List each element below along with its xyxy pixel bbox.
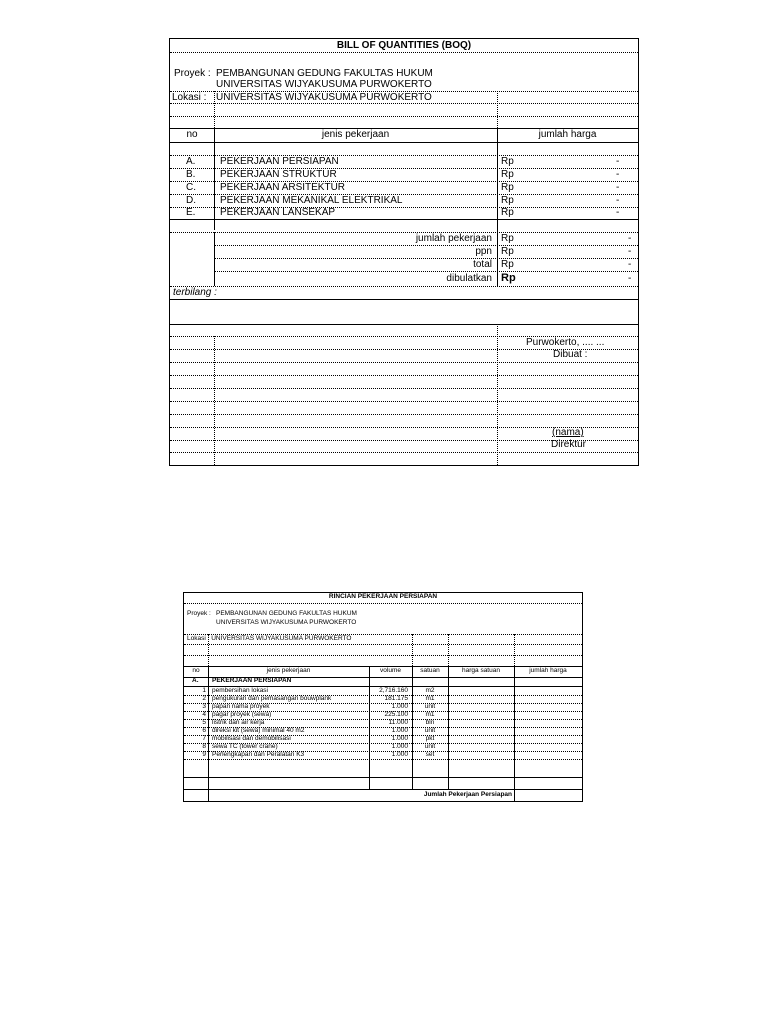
divider — [497, 324, 498, 465]
row-volume: 1.000 — [391, 751, 408, 758]
row-name: pagar proyek (sewa) — [212, 711, 272, 718]
divider — [184, 655, 582, 656]
col-header-jenis: jenis pekerjaan — [266, 667, 311, 674]
total-value: - — [628, 273, 632, 284]
divider — [170, 414, 638, 415]
row-name: Perlengkapan dan Peralatan K3 — [212, 751, 305, 758]
row-volume: 1.000 — [391, 727, 408, 734]
row-no: 7 — [202, 735, 206, 742]
divider — [184, 759, 582, 760]
row-no: 1 — [202, 687, 206, 694]
row-volume: 11.000 — [388, 719, 408, 726]
location-label: Lokasi : — [172, 92, 207, 103]
col-header-satuan: satuan — [420, 667, 440, 674]
row-no: 9 — [202, 751, 206, 758]
item-no: C. — [186, 182, 196, 193]
item-name: PEKERJAAN PERSIAPAN — [220, 156, 339, 167]
row-volume: 2,716.160 — [379, 687, 408, 694]
divider — [208, 666, 209, 802]
divider — [214, 258, 638, 259]
row-name: pengukuran dan pemasangan bouwplank — [212, 695, 332, 702]
divider — [170, 219, 638, 220]
divider — [184, 644, 582, 645]
project-label: Proyek : — [187, 610, 211, 617]
col-header-jenis: jenis pekerjaan — [321, 129, 390, 140]
divider — [369, 666, 370, 789]
row-name: mobilisasi dan demobilisasi — [212, 735, 291, 742]
boq-sheet — [169, 38, 639, 466]
divider — [214, 245, 638, 246]
divider — [170, 286, 638, 287]
item-currency: Rp — [501, 207, 514, 218]
divider — [214, 271, 638, 272]
item-name: PEKERJAAN LANSEKAP — [220, 207, 336, 218]
row-name: direksi kit (sewa) minimal 40 m2 — [212, 727, 305, 734]
divider — [170, 324, 638, 325]
divider — [170, 362, 638, 363]
divider — [514, 634, 515, 666]
total-label: dibulatkan — [446, 273, 492, 284]
rincian-title: RINCIAN PEKERJAAN PERSIAPAN — [328, 593, 438, 600]
divider — [170, 116, 638, 117]
divider — [184, 789, 582, 790]
item-value: - — [616, 195, 620, 206]
row-unit: set — [425, 751, 435, 758]
divider — [214, 128, 215, 230]
col-header-jumlah: jumlah harga — [538, 129, 597, 140]
location-value: UNIVERSITAS WIJYAKUSUMA PURWOKERTO — [216, 92, 432, 103]
project-line-1: PEMBANGUNAN GEDUNG FAKULTAS HUKUM — [216, 68, 433, 79]
row-name: pembersihan lokasi — [212, 687, 269, 694]
row-no: 8 — [202, 743, 206, 750]
divider — [448, 634, 449, 666]
boq-title: BILL OF QUANTITIES (BOQ) — [336, 40, 472, 51]
divider — [184, 777, 582, 778]
divider — [214, 232, 215, 286]
section-name: PEKERJAAN PERSIAPAN — [212, 677, 292, 684]
col-header-jumlah: jumlah harga — [529, 667, 567, 674]
item-name: PEKERJAAN ARSITEKTUR — [220, 182, 346, 193]
col-header-no: no — [192, 667, 200, 674]
item-currency: Rp — [501, 182, 514, 193]
project-line-2: UNIVERSITAS WIJYAKUSUMA PURWOKERTO — [216, 79, 432, 90]
project-line-2: UNIVERSITAS WIJYAKUSUMA PURWOKERTO — [216, 619, 357, 626]
row-unit: m2 — [425, 687, 435, 694]
item-value: - — [616, 207, 620, 218]
divider — [214, 91, 215, 128]
divider — [170, 388, 638, 389]
row-no: 3 — [202, 703, 206, 710]
row-unit: bln — [425, 719, 435, 726]
divider — [170, 142, 638, 143]
signer-position: Direktur — [551, 439, 587, 450]
made-by-label: Dibuat : — [553, 349, 588, 360]
item-value: - — [616, 156, 620, 167]
row-volume: 1.000 — [391, 703, 408, 710]
row-volume: 181.175 — [384, 695, 408, 702]
col-header-harga-satuan: harga satuan — [462, 667, 500, 674]
row-unit: unit — [424, 703, 436, 710]
row-unit: m1 — [425, 711, 435, 718]
row-no: 4 — [202, 711, 206, 718]
project-line-1: PEMBANGUNAN GEDUNG FAKULTAS HUKUM — [216, 610, 357, 617]
divider — [214, 336, 215, 465]
row-unit: unit — [424, 727, 436, 734]
row-name: papan nama proyek — [212, 703, 270, 710]
item-currency: Rp — [501, 156, 514, 167]
divider — [170, 103, 638, 104]
divider — [412, 634, 413, 666]
rincian-sheet — [183, 592, 583, 802]
divider — [170, 52, 638, 53]
location-text: Lokasi : UNIVERSITAS WIJYAKUSUMA PURWOKERTO — [187, 635, 352, 642]
row-unit: pkt — [425, 735, 435, 742]
row-no: 5 — [202, 719, 206, 726]
total-currency: Rp — [501, 259, 514, 270]
row-name: listrik dan air kerja — [212, 719, 265, 726]
item-currency: Rp — [501, 195, 514, 206]
row-volume: 225.100 — [384, 711, 408, 718]
signer-name: (nama) — [552, 427, 584, 438]
section-no: A. — [192, 677, 199, 684]
row-unit: m1 — [425, 695, 435, 702]
divider — [170, 232, 638, 233]
item-value: - — [616, 182, 620, 193]
place-date: Purwokerto, .... ... — [526, 337, 605, 348]
row-name: sewa TC (tower crane) — [212, 743, 278, 750]
total-label: jumlah pekerjaan — [415, 233, 492, 244]
item-name: PEKERJAAN MEKANIKAL ELEKTRIKAL — [220, 195, 403, 206]
divider — [208, 634, 209, 666]
item-no: D. — [186, 195, 196, 206]
col-header-no: no — [186, 129, 198, 140]
divider — [184, 603, 582, 604]
total-currency: Rp — [501, 246, 514, 257]
item-name: PEKERJAAN STRUKTUR — [220, 169, 337, 180]
total-value: - — [628, 259, 632, 270]
total-value: - — [628, 246, 632, 257]
divider — [170, 299, 638, 300]
project-label: Proyek : — [174, 68, 211, 79]
divider — [170, 401, 638, 402]
col-header-volume: volume — [380, 667, 401, 674]
divider — [514, 666, 515, 802]
divider — [448, 666, 449, 789]
total-label: total — [473, 259, 492, 270]
item-currency: Rp — [501, 169, 514, 180]
total-currency: Rp — [501, 233, 514, 244]
row-no: 2 — [202, 695, 206, 702]
total-value: - — [628, 233, 632, 244]
row-no: 6 — [202, 727, 206, 734]
row-volume: 1.000 — [391, 735, 408, 742]
terbilang-label: terbilang : — [173, 287, 217, 298]
total-label: ppn — [475, 246, 492, 257]
item-no: E. — [186, 207, 196, 218]
total-currency: Rp — [501, 272, 516, 284]
row-volume: 1.000 — [391, 743, 408, 750]
divider — [170, 375, 638, 376]
divider — [497, 91, 498, 128]
row-unit: unit — [424, 743, 436, 750]
rincian-total-label: Jumlah Pekerjaan Persiapan — [423, 791, 512, 798]
item-no: B. — [186, 169, 196, 180]
divider — [497, 128, 498, 286]
item-value: - — [616, 169, 620, 180]
divider — [170, 452, 638, 453]
item-no: A. — [186, 156, 196, 167]
